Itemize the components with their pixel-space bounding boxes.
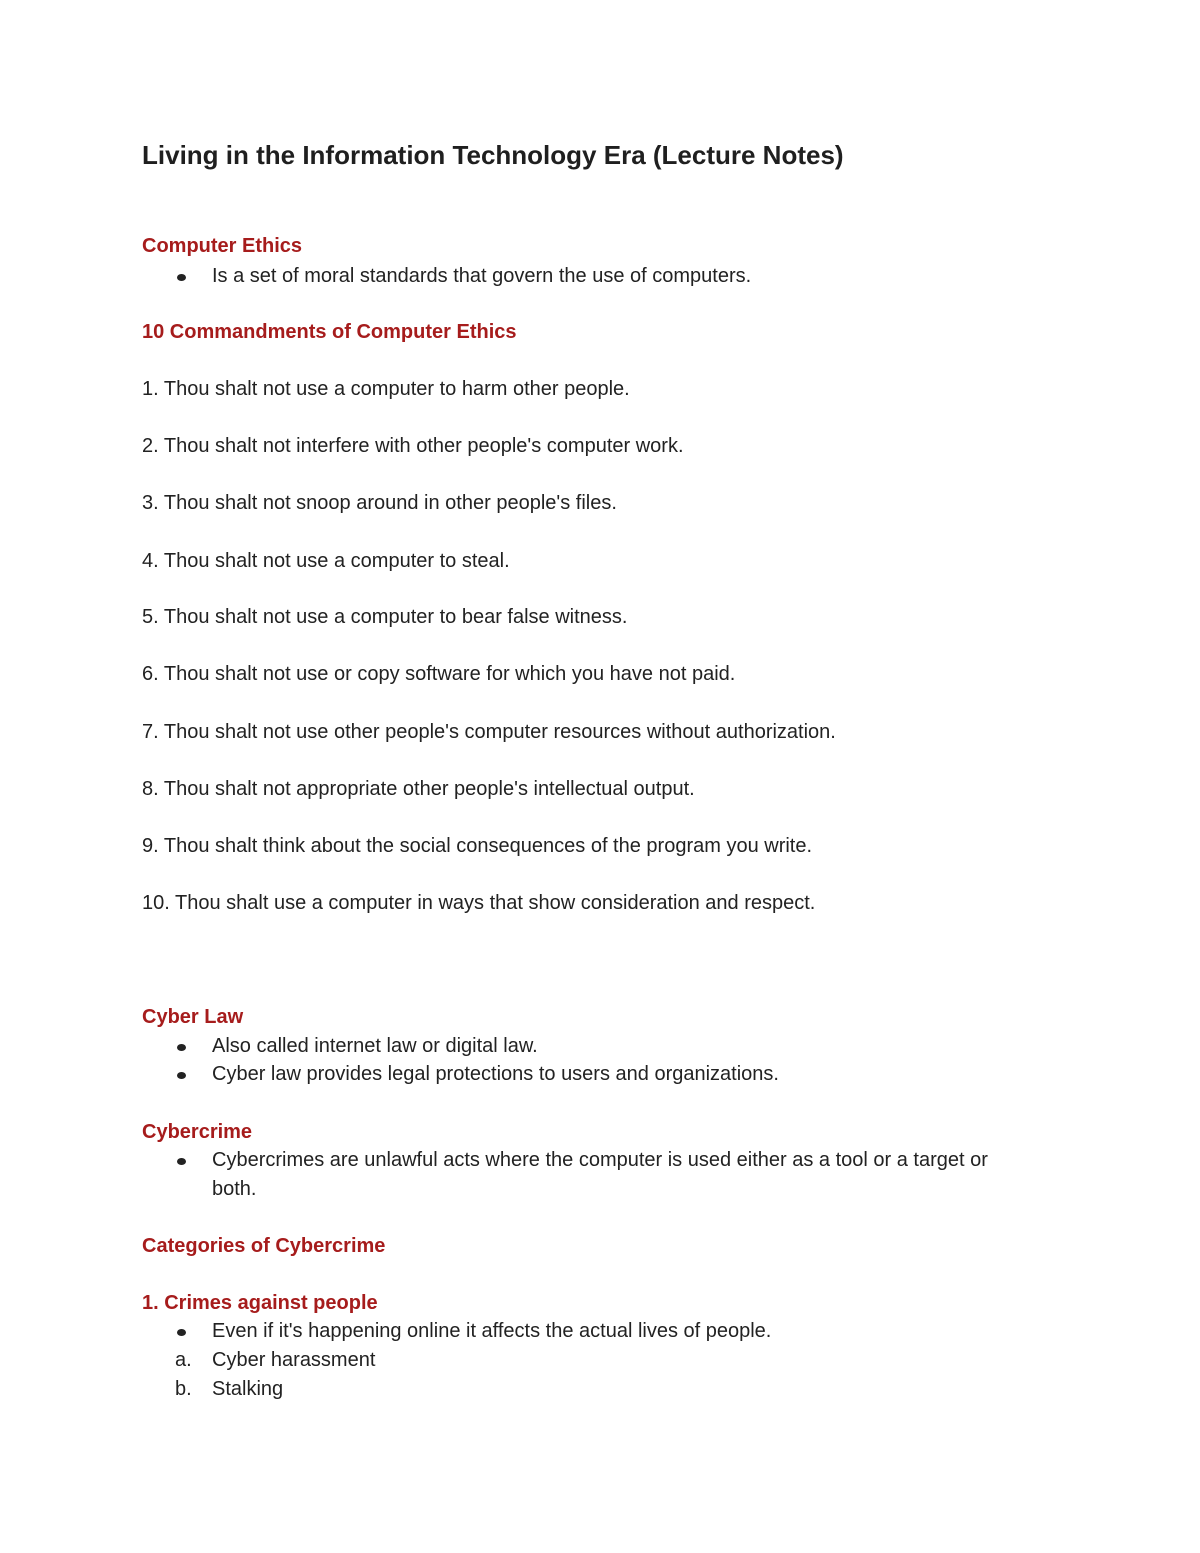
commandment-item: 3. Thou shalt not snoop around in other people's files.: [142, 492, 617, 514]
heading-categories: Categories of Cybercrime: [142, 1235, 386, 1257]
list-item: Cyber harassment: [212, 1349, 376, 1371]
commandment-item: 2. Thou shalt not interfere with other people's computer work.: [142, 435, 684, 457]
bullet-icon: [177, 274, 186, 281]
document-title: Living in the Information Technology Era (Lecture Notes): [142, 140, 844, 170]
bullet-icon: [177, 1158, 186, 1165]
list-item: Cyber law provides legal protections to users and organizations.: [212, 1063, 779, 1085]
commandment-item: 6. Thou shalt not use or copy software for which you have not paid.: [142, 663, 736, 685]
bullet-icon: [177, 1044, 186, 1051]
commandment-item: 7. Thou shalt not use other people's computer resources without authorization.: [142, 721, 836, 743]
list-item: Also called internet law or digital law.: [212, 1035, 538, 1057]
list-item: Cybercrimes are unlawful acts where the computer is used either as a tool or a target or: [212, 1149, 988, 1171]
commandment-item: 10. Thou shalt use a computer in ways that show consideration and respect.: [142, 892, 816, 914]
list-marker: a.: [175, 1349, 192, 1371]
list-marker: b.: [175, 1378, 192, 1400]
list-item: Stalking: [212, 1378, 284, 1400]
list-item-continuation: both.: [212, 1178, 257, 1200]
heading-crimes-against-people: 1. Crimes against people: [142, 1292, 378, 1314]
commandment-item: 4. Thou shalt not use a computer to steal.: [142, 550, 510, 572]
heading-cybercrime: Cybercrime: [142, 1121, 253, 1143]
bullet-icon: [177, 1072, 186, 1079]
commandment-item: 5. Thou shalt not use a computer to bear false witness.: [142, 606, 628, 628]
bullet-icon: [177, 1329, 186, 1336]
heading-commandments: 10 Commandments of Computer Ethics: [142, 321, 517, 343]
heading-computer-ethics: Computer Ethics: [142, 235, 303, 257]
commandment-item: 9. Thou shalt think about the social consequences of the program you write.: [142, 835, 813, 857]
commandment-item: 8. Thou shalt not appropriate other people's intellectual output.: [142, 778, 695, 800]
heading-cyber-law: Cyber Law: [142, 1006, 244, 1028]
commandment-item: 1. Thou shalt not use a computer to harm other people.: [142, 378, 630, 400]
list-item: Is a set of moral standards that govern the use of computers.: [212, 265, 752, 287]
list-item: Even if it's happening online it affects the actual lives of people.: [212, 1320, 772, 1342]
